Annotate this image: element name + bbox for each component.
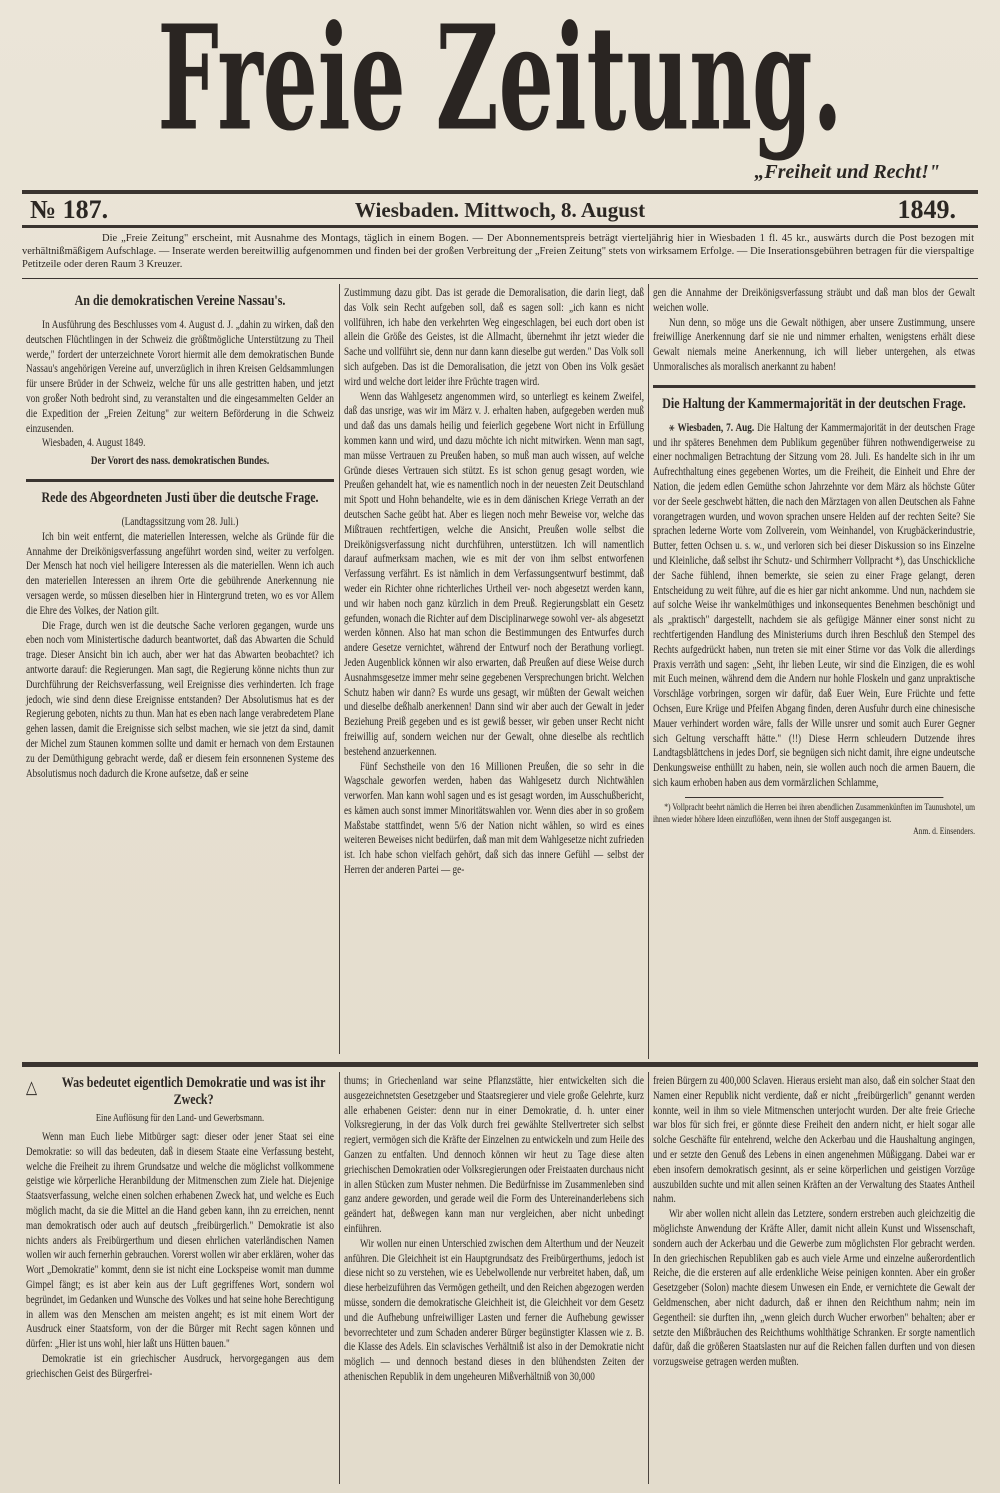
article-dateline: Wiesbaden, 7. Aug.	[677, 421, 755, 434]
article-signature: Der Vorort des nass. demokratischen Bundes.	[90, 455, 270, 468]
article-paragraph	[653, 421, 975, 791]
article-subheading: (Landtagssitzung vom 28. Juli.)	[121, 515, 239, 528]
article-paragraph: Die Frage, durch wen ist die deutsche Sache verloren gegangen, wurde uns eben noch vom Ministertische dadurch beantwortet, daß das Abwarten die Schuld trage. Dieser Ansicht bin ich auch, aber wer hat das Abwarten beobachtet? ich antworte darauf: die Regierungen. Man sagt, die Regierung könne nichts thun zur Durchführung der Reichsverfassung, weil Ereignisse dies verhinderten. Ich frage jedoch, wie sind denn diese Ereignisse entstanden? Der Absolutismus hat es der Regierung geboten, nichts zu thun. Man hat es eben nach lange verabredetem Plane gehen lassen, damit die Ereignisse sich selbst machen, wie sie jetzt da sind, damit der Michel zum Staunen kommen sollte und damit er hernach von dem Erstaunen zu der Demüthigung gebracht werde, daß er diesem fein ersonnenen Systeme des Absolutismus noch dadurch die Krone aufsetze, daß er seine	[26, 619, 334, 780]
article-paragraph: In Ausführung des Beschlusses vom 4. August d. J. „dahin zu wirken, daß den deutschen Flüchtlingen in der Schweiz die größtmögliche Unterstützung zu Theil werde," fordert der unterzeichnete Vorort hiermit alle dem demokratischen Bunde Nassau's angehörigen Vereine auf, unverzüglich in ihren Kreisen Geldsammlungen für unsere Brüder in der Schweiz, welche für uns alle gestritten haben, und jetzt von großer Noth bedroht sind, zu veranstalten und die eingesammelten Gelder an die Expedition der „Freien Zeitung" zur weitern Beförderung in die Schweiz einzusenden.	[26, 319, 334, 435]
article-paragraph: Zustimmung dazu gibt. Das ist gerade die Demoralisation, die darin liegt, daß das Volk sein Recht aufgeben soll, daß es sagen soll: „ich kann es nicht vollführen, ich habe den verkehrten Weg eingeschlagen, bei euch dort oben ist allein die Größe des Geistes, ist die Allmacht, übernehmt ihr jetzt wieder die Sache und vollführt sie, denn nur dann kann dieselbe gut werden." Das Volk soll sich aufgeben. Das ist die Demoralisation, die jetzt von Oben ins Volk gesäet wird und welche dort leider ihre Früchte tragen wird.	[344, 287, 644, 388]
article-paragraph: Demokratie ist ein griechischer Ausdruck, hervorgegangen aus dem griechischen Geist des Bürgerfrei-	[26, 1352, 334, 1380]
footnote-sign: Anm. d. Einsenders.	[913, 826, 975, 837]
column-1-top	[26, 290, 334, 1055]
article-subheading: Eine Auflösung für den Land- und Gewerbsmann.	[95, 1113, 265, 1124]
article-paragraph: gen die Annahme der Dreikönigsverfassung sträubt und daß man blos der Gewalt weichen wolle.	[653, 287, 975, 314]
place-date: Wiesbaden. Mittwoch, 8. August	[354, 198, 646, 222]
top-rule	[22, 190, 978, 194]
column-divider	[648, 1072, 649, 1484]
column-divider	[648, 284, 649, 1059]
footnote: *) Vollpracht beehrt nämlich die Herren bei ihren abendlichen Zusammenkünften im Taunushotel, um ihnen wieder höhere Ideen einzuflößen, wenn ihnen der Stoff ausgegangen ist.	[653, 802, 975, 825]
article-heading: Die Haltung der Kammermajorität in der deutschen Frage.	[662, 395, 966, 412]
column-2-top	[344, 286, 644, 1056]
footnote-rule	[685, 797, 943, 798]
article-paragraph: Wir wollen nur einen Unterschied zwischen dem Alterthum und der Neuzeit anführen. Die Gleichheit ist ein Hauptgrundsatz des Freibürgerthums, jedoch ist diese nicht so zu verstehen, wie es Uebelwollende nur verbreitet haben, daß, um diese herbeizuführen das Vermögen getheilt, und den Reichen abgezogen werden müsse, sondern die demokratische Gleichheit ist, die Gleichheit vor dem Gesetz und die Aufhebung unfreiwilliger Lasten und ferner die Aufhebung gewisser bevorrechteter und zum Schaden anderer Bürger begünstigter Klassen wie z. B. die Klasse des Adels. Ein sclavisches Verhältniß ist also in der Demokratie nicht möglich — und dennoch bestand dieses in den blühendsten Zeiten der athenischen Republik in dem ungeheuren Mißverhältniß von 30,000	[344, 1237, 644, 1383]
article-paragraph: Wenn man Euch liebe Mitbürger sagt: dieser oder jener Staat sei eine Demokratie: so will das bedeuten, daß in diesem Staate eine Verfassung besteht, welche die Freiheit zu ihrem Grundsatze und welche die möglichst vollkommene geistige wie körperliche Heranbildung der Mitmenschen zum Ziele hat. Diejenige Staatsverfassung, welche einen solchen erhabenen Zweck hat, und welche es Euch möglich macht, da sie die Mittel an die Hand geben kann, ihn zu erreichen, nennt man demokratisch oder auch auf deutsch „freibürgerlich." Demokratie ist also nichts anders als Freibürgerthum und diesen ehrlichen vaterländischen Namen wollen wir auch fernerhin gebrauchen. Vorerst wollen wir aber erklären, woher das Wort „Demokratie" kommt, denn sie ist nicht eine Lockspeise womit man dumme Gimpel fängt; es ist aber kein aus der Luft gegriffenes Wort, sondern wol begründet, im Gedanken und Wunsche des Volkes und hat seine hohe Berechtigung in allem was den Menschen am meisten angeht; es ist mit einem Wort der Ausdruck einer Staatsform, von der die Bürger mit Recht sagen können und dürfen: „Hier ist uns wohl, hier laßt uns Hütten bauen."	[26, 1131, 334, 1351]
dateline-rule	[22, 225, 978, 228]
article-separator	[653, 385, 975, 388]
article-paragraph: thums; in Griechenland war seine Pflanzstätte, hier entwickelten sich die ausgezeichnetsten Gesetzgeber und Staatsregierer und viele große Gelehrte, kurz alle erhabenen Geister: denn nur in einer Demokratie, d. h. unter einer Volksregierung, in der das Volk durch frei gewählte Stellvertreter sich selbst regiert, vermögen sich die Kräfte der Einzelnen zu entwickeln und zum Heile des Ganzen zu entfalten. Und dennoch können wir heut zu Tage diese alten griechischen Demokratien oder Volksregierungen oder Freistaaten durchaus nicht in allen Stücken zum Muster nehmen. Die Bedürfnisse im Zusammenleben sind ganz andere geworden, und gerade weil die Form des Untereinanderlebens sich geändert hat, deßwegen kann man nur vergleichen, aber nicht unbedingt einführen.	[344, 1075, 644, 1235]
article-body: Die Haltung der Kammermajorität in der deutschen Frage und ihr späteres Benehmen dem Publikum gegenüber führen nothwendigerweise zu einer nochmaligen Betrachtung der Sitzung vom 28. Juli. Es handelte sich in ihr um Aufrechthaltung eines gegebenen Wortes, um die Freiheit, die Einheit und Ehre der Nation, die jedem edlen Gemüthe schon Jahrzehnte vor dem März als höchste Güter vor der Seele geschwebt hätten, die nach den Märztagen von allen Deutschen als Fahne vorangetragen wurden, und wovon sprachen unsere Helden auf der rechten Seite? Sie sprachen lederne Worte vom Zollverein, vom Weinhandel, von Krugbäckerindustrie, Butter, fetten Ochsen u. s. w., und verloren sich bei dieser Diskussion so ins Einzelne und Kleinliche, daß selbst ihr Schutz- und Schirmherr Vollpracht *), das Unschickliche der Sache fühlend, ihnen bemerkte, sie seien zu einer Frage gelangt, deren Entscheidung zu weit führe, auf die es hier gar nicht ankomme. Und nun, nachdem sie auf solche Weise ihr wankelmüthiges und inkonsequentes Benehmen beschönigt und als „praktisch" dargestellt, nachdem sie als gefügige Männer einer sonst nicht zu rechtfertigenden Handlung des Ministeriums durch ihren Beschluß den Stempel des Rechts aufgedrückt haben, nun treten sie mit einer Stirne vor das Volk die allerdings Praxis verräth und sagen: „Seht, ihr lieben Leute, wir sind die Einzigen, die es wohl mit Euch meinen, während dem die Andern nur hohle Floskeln und ganz unpraktische Vorschläge vorbringen, sorgen wir dafür, daß Euer Wein, Eure Früchte und fette Ochsen, Eure Krüge und Pfeifen Abgang finden, deren Ausfuhr durch eine chinesische Mauer verhindert worden wäre, falls der Wille unsrer und somit auch Eurer Gegner sich Geltung verschafft hätte." (!!) Diese Herrn schleudern Dutzende ihres Landtagsblättchens in jedes Dorf, sie begnügen sich nicht damit, ihre eigne undeutsche Denkungsweise enthüllt zu haben, nein, sie wollen auch noch die armen Bauern, die sich kaum erhoben haben aus dem vormärzlichen Schlamme,	[653, 421, 975, 789]
masthead-title: Freie Zeitung.	[157, 0, 843, 163]
triangle-mark-icon: △	[26, 1077, 38, 1097]
article-paragraph: freien Bürgern zu 400,000 Sclaven. Hieraus ersieht man also, daß ein solcher Staat den Namen einer Republik nicht verdiente, daß er nicht „freibürgerlich" genannt werden konnte, weil in ihm so viele Mitmenschen unterjocht wurden. Der alte freie Grieche war blos für sich frei, er gönnte diese Freiheit den andern nicht, er hielt sogar alle solche Geschäfte für entehrend, welche den Ackerbau und die Haushaltung angingen, und er setzte den Genuß des Lebens in einen angenehmen Müßiggang. Dabei war er eben insofern demokratisch gesinnt, als er seine körperlichen und geistigen Vorzüge auszubilden suchte und mit allen seinen Kräften an der Verwaltung des Staates Antheil nahm.	[653, 1075, 975, 1206]
column-1-bottom	[26, 1073, 334, 1488]
issue-number: № 187.	[30, 195, 109, 224]
article-heading: An die demokratischen Vereine Nassau's.	[74, 293, 286, 309]
masthead-motto: „Freiheit und Recht!"	[754, 161, 940, 183]
article-dateplace: Wiesbaden, 4. August 1849.	[42, 437, 146, 450]
dateline	[22, 196, 978, 222]
article-paragraph: Wenn das Wahlgesetz angenommen wird, so unterliegt es keinem Zweifel, daß das unsrige, was wir im März v. J. erhalten haben, aufgegeben werden muß und daß das uns damals heilig und feierlich gegebene Wort nicht in Erfüllung kommen kann und wird, und dazu möchte ich nicht mitwirken. Wenn man sagt, man müsse Vertrauen zu Preußen haben, so muß man auch wissen, auf welche Gründe dieses Vertrauen sich stützt. Es ist schon genug gesagt worden, wie Preußen gehandelt hat, wie es namentlich noch in der neuesten Zeit Deutschland mit Spott und Hohn behandelte, wie es in dem dänischen Kriege Verrath an der deutschen Sache geübt hat. Aber es liegen noch mehr Beweise vor, welche das Mißtrauen rechtfertigen, welche die Ansicht, Preußen wolle selbst die Dreikönigsverfassung nicht durchführen, unterstützen. Ich will namentlich darauf aufmerksam machen, wie es mit der von ihm selbst entworfenen Verfassung verfährt. Es ist nämlich in dem Verfassungsentwurf bestimmt, daß weder ein Richter ohne richterliches Urtheil ver- noch abgesetzt werden kann, und wir haben noch ganz kürzlich in dem Preuß. Regierungsblatt ein Gesetz gefunden, wonach die Richter auf dem Disciplinarwege sowohl ver- als abgesetzt werden können. Also hat man schon die Bestimmungen des Entwurfes durch andere Gesetze vernichtet, während der Entwurf noch der Berathung vorliegt. Jeden Augenblick können wir also erwarten, daß Preußen auf diese Weise durch Ausnahmsgesetze immer mehr seine gegebenen Versprechungen bricht. Welchen Schutz haben wir dann? Es wurde uns gesagt, wir müßten der Gewalt weichen und dieselbe deßhalb anerkennen! Dann sind wir aber auch der Gewalt in jeder Beziehung Preiß gegeben und es ist gewiß besser, wir geben unser Recht nicht freiwillig auf, sondern weichen nur der Gewalt, ohne dieselbe als rechtlich bestehend anzuerkennen.	[344, 390, 644, 758]
column-divider	[339, 284, 340, 1054]
article-separator	[26, 479, 334, 482]
article-heading: Rede des Abgeordneten Justi über die deutsche Frage.	[41, 489, 319, 506]
subscription-notice: Die „Freie Zeitung" erscheint, mit Ausnahme des Montags, täglich in einem Bogen. — Der Abonnementspreis beträgt vierteljährig hier in Wiesbaden 1 fl. 45 kr., auswärts durch die Post bezogen mit verhältnißmäßigem Aufschlage. — Inserate werden bereitwillig aufgenommen und finden bei der großen Verbreitung der „Freien Zeitung" stets von wirksamem Erfolge. — Die Inserationsgebühren betragen für die vierspaltige Petitzeile oder deren Raum 3 Kreuzer.	[22, 233, 974, 270]
article-paragraph: Fünf Sechstheile von den 16 Millionen Preußen, die so sehr in die Wagschale geworfen werden, haben das Wahlgesetz durch Nichtwählen verworfen. Man kann wohl sagen und es ist gesagt worden, im Ausschußbericht, es kämen auch sonst immer Minoritätswahlen vor. Wenn dies aber in so großem Maßstabe stattfindet, wenn 5/6 der Nation nicht wählen, so wird es eines weiteren Beweises nicht bedürfen, daß man mit dem Wahlgesetze nicht zufrieden ist. Ich habe schon vielfach gehört, daß sich das innere Gefühl — selbst der Herren der anderen Partei — ge-	[344, 760, 644, 877]
notice-rule	[22, 278, 978, 279]
section-rule	[22, 1062, 978, 1067]
article-paragraph: Wir aber wollen nicht allein das Letztere, sondern erstreben auch gleichzeitig die möglichste Anwendung der Kräfte Aller, damit nicht allein Kunst und Wissenschaft, sondern auch der Ackerbau und die Gewerbe zum möglichsten Flor gebracht werden. In den griechischen Republiken gab es auch viele Arme und einzelne außerordentlich Reiche, die die ersteren auf alle erdenkliche Weise peinigen konnten. Aber ein großer Gesetzgeber (Solon) machte diesem Unwesen ein Ende, er vernichtete die Gewalt der Geldmenschen, aber nicht dadurch, daß er ihnen den Reichthum nahm; nein im Gegentheil: sie durften ihn, „wenn gleich durch Wucher erworben" behalten; aber er setzte den Mißbräuchen des Reichthums wohlthätige Schranken. Er sorgte namentlich dafür, daß die größeren Staatslasten nur auf die Reichen fallen durften und von diesen vorzugsweise getragen werden mußten.	[653, 1208, 975, 1369]
column-divider	[339, 1072, 340, 1484]
article-heading: Was bedeutet eigentlich Demokratie und was ist ihr Zweck?	[61, 1075, 326, 1108]
article-paragraph: Nun denn, so möge uns die Gewalt nöthigen, aber unsere Zustimmung, unsere freiwillige Anerkennung darf sie nie und nimmer erhalten, wenigstens erhält diese Gewalt niemals meine Anerkennung, ich will lieber untergehen, als etwas Unmoralisches als moralisch anerkannt zu haben!	[653, 316, 975, 373]
column-2-bottom	[344, 1074, 644, 1486]
column-3-bottom	[653, 1074, 975, 1486]
star-mark-icon: ⚹	[669, 421, 675, 434]
article-paragraph: Ich bin weit entfernt, die materiellen Interessen, welche als Gründe für die Annahme der Dreikönigsverfassung angeführt worden sind, weiter zu verfolgen. Der Mensch hat noch viel heiligere Interessen als die materiellen. Wenn ich auch den materiellen Interessen an ihrem Orte die gebührende Anerkennung nie versagen werde, so müssen dieselben hier in Hintergrund treten, wo es vor Allem die Ehre des Volkes, der Nation gilt.	[26, 530, 334, 617]
issue-year: 1849.	[897, 195, 956, 224]
column-3-top	[653, 286, 975, 1058]
